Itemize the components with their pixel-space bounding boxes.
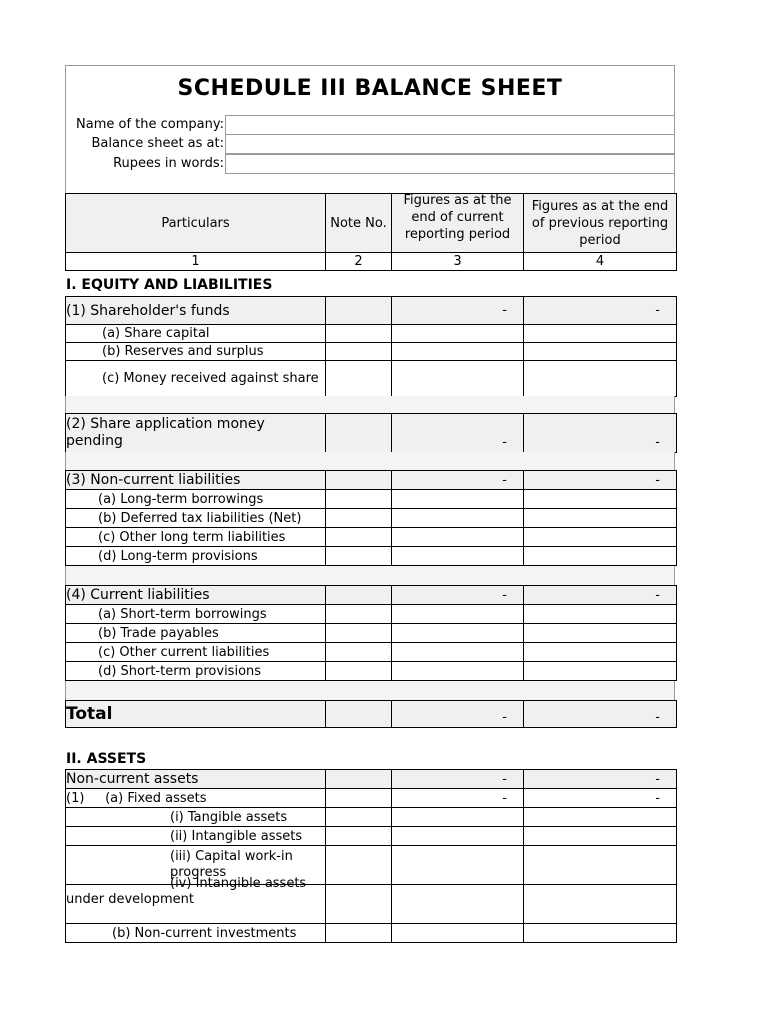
table-row: [66, 343, 677, 361]
shareholders-table: [65, 296, 677, 397]
current-value[interactable]: -: [392, 789, 524, 808]
row-intangible-label: (ii) Intangible assets: [66, 827, 326, 846]
previous-value[interactable]: -: [524, 586, 677, 605]
spacer: [65, 566, 675, 585]
header-particulars: Particulars: [66, 194, 326, 253]
row-lt-provisions-label: (d) Long-term provisions: [66, 547, 326, 566]
current-value[interactable]: [392, 361, 524, 397]
row-noncurrent-liab-label: (3) Non-current liabilities: [66, 471, 326, 490]
note-cell[interactable]: [326, 827, 392, 846]
previous-value[interactable]: [524, 885, 677, 924]
previous-value[interactable]: [524, 490, 677, 509]
table-row: [66, 827, 677, 846]
date-label: Balance sheet as at:: [91, 136, 224, 151]
previous-value[interactable]: [524, 605, 677, 624]
date-field[interactable]: [225, 134, 675, 154]
previous-value[interactable]: -: [524, 789, 677, 808]
note-cell[interactable]: [326, 343, 392, 361]
row-other-current-label: (c) Other current liabilities: [66, 643, 326, 662]
current-value[interactable]: -: [392, 414, 524, 453]
rupees-label: Rupees in words:: [113, 156, 224, 171]
current-value[interactable]: [392, 643, 524, 662]
row-tangible-label: (i) Tangible assets: [66, 808, 326, 827]
rupees-field[interactable]: [225, 154, 675, 174]
table-row: [66, 808, 677, 827]
current-value[interactable]: [392, 827, 524, 846]
col-num-4: 4: [524, 253, 677, 271]
table-row: [66, 414, 677, 453]
table-row: [66, 490, 677, 509]
previous-value[interactable]: -: [524, 701, 677, 728]
current-value[interactable]: -: [392, 586, 524, 605]
note-cell[interactable]: [326, 361, 392, 397]
table-row: [66, 361, 677, 397]
note-cell[interactable]: [326, 924, 392, 943]
share-application-table: [65, 413, 677, 453]
header-current-text: Figures as at the end of current reporting period: [403, 192, 512, 242]
assets-table: [65, 769, 677, 943]
previous-value[interactable]: -: [524, 471, 677, 490]
note-cell[interactable]: [326, 885, 392, 924]
cwip-value: (iii) Capital work-in progress: [170, 849, 293, 880]
row-money-received-label: [66, 361, 326, 397]
row-fixed-assets-label: (1) (a) Fixed assets: [66, 789, 326, 808]
col-num-1: 1: [66, 253, 326, 271]
current-liabilities-table: [65, 585, 677, 681]
row-reserves-label: (b) Reserves and surplus: [66, 343, 326, 361]
current-value[interactable]: [392, 624, 524, 643]
table-row: [66, 643, 677, 662]
note-cell[interactable]: [326, 490, 392, 509]
money-received-text: (c) Money received against share: [102, 370, 319, 386]
company-label: Name of the company:: [76, 117, 224, 132]
current-value[interactable]: -: [392, 471, 524, 490]
previous-value[interactable]: -: [524, 414, 677, 453]
rupees-row: [65, 154, 675, 174]
table-row: [66, 701, 677, 728]
section-equity-heading: I. EQUITY AND LIABILITIES: [66, 277, 273, 293]
table-row: [66, 297, 677, 325]
note-cell[interactable]: [326, 509, 392, 528]
current-value[interactable]: [392, 325, 524, 343]
col-num-2: 2: [326, 253, 392, 271]
current-value[interactable]: [392, 547, 524, 566]
current-value[interactable]: [392, 808, 524, 827]
note-cell[interactable]: [326, 770, 392, 789]
note-cell[interactable]: [326, 528, 392, 547]
previous-value[interactable]: -: [524, 770, 677, 789]
table-row: [66, 471, 677, 490]
column-number-row: [66, 253, 677, 271]
note-cell[interactable]: [326, 471, 392, 490]
section-assets-heading: II. ASSETS: [66, 751, 147, 767]
current-value[interactable]: [392, 343, 524, 361]
current-value[interactable]: -: [392, 701, 524, 728]
previous-value[interactable]: [524, 662, 677, 681]
row-total-label: Total: [66, 701, 326, 728]
row-share-application-label: (2) Share application money pending: [66, 414, 326, 453]
note-cell[interactable]: [326, 586, 392, 605]
note-cell[interactable]: [326, 325, 392, 343]
current-value[interactable]: [392, 662, 524, 681]
table-row: [66, 605, 677, 624]
previous-value[interactable]: [524, 924, 677, 943]
current-value[interactable]: -: [392, 297, 524, 325]
previous-value[interactable]: [524, 361, 677, 397]
current-value[interactable]: [392, 924, 524, 943]
table-row: [66, 509, 677, 528]
date-row: [65, 134, 675, 154]
previous-value[interactable]: [524, 528, 677, 547]
note-cell[interactable]: [326, 701, 392, 728]
previous-value[interactable]: [524, 509, 677, 528]
note-cell[interactable]: [326, 643, 392, 662]
page-title: SCHEDULE III BALANCE SHEET: [177, 76, 563, 101]
previous-value[interactable]: [524, 808, 677, 827]
note-cell[interactable]: [326, 624, 392, 643]
row-st-provisions-label: (d) Short-term provisions: [66, 662, 326, 681]
header-current: [392, 194, 524, 253]
company-field[interactable]: [225, 115, 675, 135]
current-value[interactable]: [392, 509, 524, 528]
total-table: [65, 700, 677, 728]
current-value[interactable]: -: [392, 770, 524, 789]
header-previous: Figures as at the end of previous reporting period: [524, 194, 677, 253]
previous-value[interactable]: [524, 827, 677, 846]
row-intangible-dev-label: [66, 876, 326, 924]
table-row: [66, 885, 677, 924]
note-cell[interactable]: [326, 414, 392, 453]
note-cell[interactable]: [326, 662, 392, 681]
row-share-capital-label: (a) Share capital: [66, 325, 326, 343]
table-row: [66, 770, 677, 789]
row-lt-borrowings-label: (a) Long-term borrowings: [66, 490, 326, 509]
previous-value[interactable]: [524, 846, 677, 885]
table-row: [66, 789, 677, 808]
current-value[interactable]: [392, 490, 524, 509]
noncurrent-liabilities-table: [65, 470, 677, 566]
current-value[interactable]: [392, 885, 524, 924]
table-row: [66, 924, 677, 943]
header-note: Note No.: [326, 194, 392, 253]
note-cell[interactable]: [326, 547, 392, 566]
note-cell[interactable]: [326, 846, 392, 885]
previous-value[interactable]: [524, 343, 677, 361]
table-row: [66, 547, 677, 566]
note-cell[interactable]: [326, 789, 392, 808]
table-row: [66, 662, 677, 681]
row-st-borrowings-label: (a) Short-term borrowings: [66, 605, 326, 624]
table-row: [66, 586, 677, 605]
row-nc-investments-label: (b) Non-current investments: [66, 924, 326, 943]
spacer: [65, 681, 675, 700]
note-cell[interactable]: [326, 297, 392, 325]
current-value[interactable]: [392, 846, 524, 885]
previous-value[interactable]: -: [524, 297, 677, 325]
note-cell[interactable]: [326, 605, 392, 624]
previous-value[interactable]: [524, 325, 677, 343]
current-value[interactable]: [392, 605, 524, 624]
current-value[interactable]: [392, 528, 524, 547]
previous-value[interactable]: [524, 643, 677, 662]
note-cell[interactable]: [326, 808, 392, 827]
spacer: [65, 396, 675, 413]
row-other-lt-label: (c) Other long term liabilities: [66, 528, 326, 547]
table-row: [66, 624, 677, 643]
company-row: [65, 115, 675, 135]
previous-value[interactable]: [524, 547, 677, 566]
col-num-3: 3: [392, 253, 524, 271]
row-trade-payables-label: (b) Trade payables: [66, 624, 326, 643]
table-row: [66, 528, 677, 547]
header-table: [65, 193, 677, 271]
row-noncurrent-assets-label: Non-current assets: [66, 770, 326, 789]
row-shareholders-label: (1) Shareholder's funds: [66, 297, 326, 325]
row-current-liab-label: (4) Current liabilities: [66, 586, 326, 605]
table-row: [66, 325, 677, 343]
previous-value[interactable]: [524, 624, 677, 643]
spacer: [65, 452, 675, 470]
intangible-dev-text: (iv) Intangible assets under development: [66, 876, 307, 907]
row-deferred-tax-label: (b) Deferred tax liabilities (Net): [66, 509, 326, 528]
